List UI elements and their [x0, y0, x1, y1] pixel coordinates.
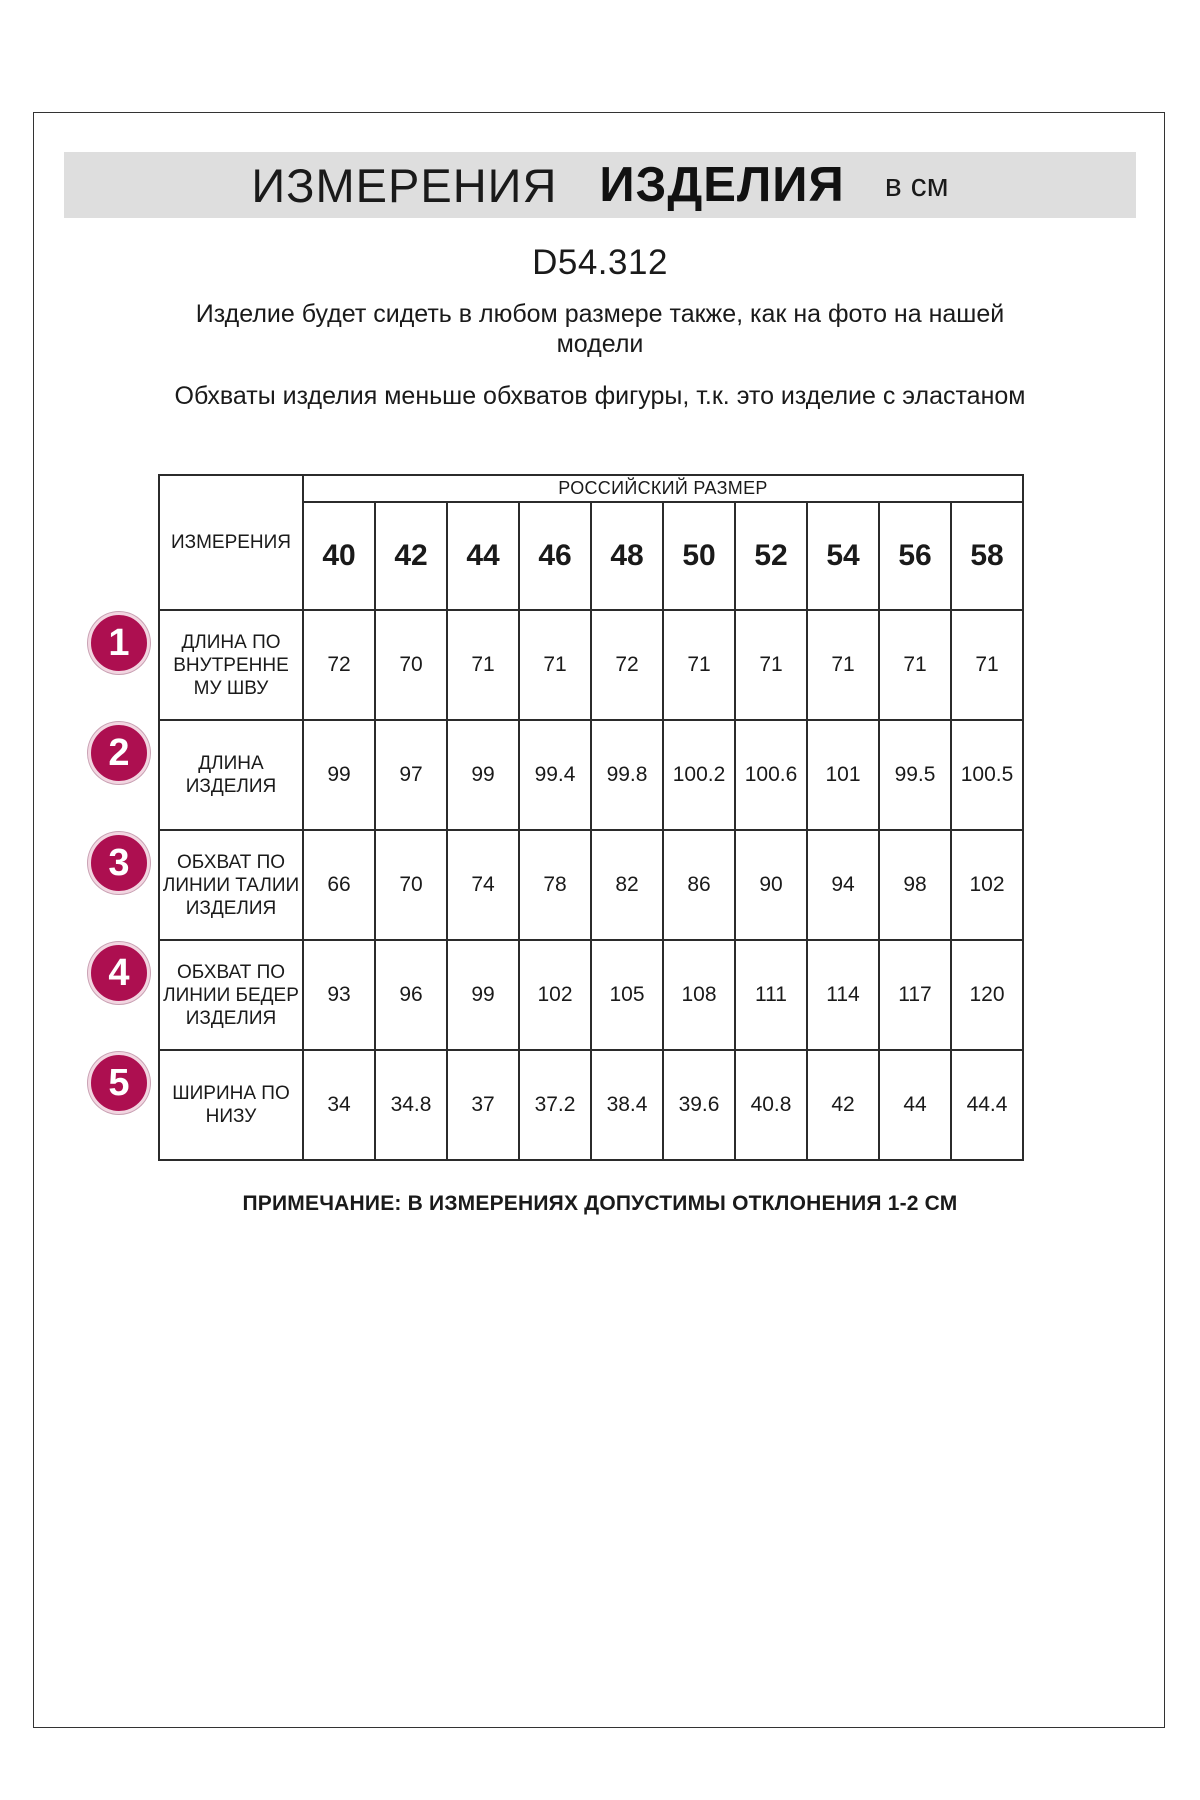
value-cell: 39.6	[663, 1050, 735, 1160]
title-product: ИЗДЕЛИЯ	[599, 158, 845, 212]
value-cell: 120	[951, 940, 1023, 1050]
table-row	[159, 830, 1023, 940]
value-cell: 82	[591, 830, 663, 940]
value-cell: 44	[879, 1050, 951, 1160]
value-cell: 108	[663, 940, 735, 1050]
girth-description: Обхваты изделия меньше обхватов фигуры, т.к. это изделие с эластаном	[174, 382, 1026, 410]
row-number-badge: 4	[88, 942, 150, 1004]
value-cell: 71	[735, 610, 807, 720]
fit-description: Изделие будет сидеть в любом размере также, как на фото на нашей модели	[195, 300, 1005, 358]
row-label: ДЛИНА ИЗДЕЛИЯ	[159, 720, 303, 830]
value-cell: 44.4	[951, 1050, 1023, 1160]
product-code: D54.312	[532, 243, 668, 282]
table-row	[159, 1050, 1023, 1160]
value-cell: 96	[375, 940, 447, 1050]
table-row	[159, 610, 1023, 720]
value-cell: 71	[447, 610, 519, 720]
row-label: ОБХВАТ ПО ЛИНИИ ТАЛИИ ИЗДЕЛИЯ	[159, 830, 303, 940]
table-row	[159, 940, 1023, 1050]
measurements-header: ИЗМЕРЕНИЯ	[159, 475, 303, 610]
value-cell: 99.4	[519, 720, 591, 830]
size-header-cell: 42	[375, 502, 447, 610]
table-row	[159, 720, 1023, 830]
row-label: ДЛИНА ПО ВНУТРЕННЕ МУ ШВУ	[159, 610, 303, 720]
size-table	[158, 474, 1024, 1161]
value-cell: 71	[519, 610, 591, 720]
value-cell: 40.8	[735, 1050, 807, 1160]
size-header-cell: 48	[591, 502, 663, 610]
value-cell: 37.2	[519, 1050, 591, 1160]
value-cell: 42	[807, 1050, 879, 1160]
size-header-cell: 50	[663, 502, 735, 610]
value-cell: 71	[879, 610, 951, 720]
size-header-cell: 54	[807, 502, 879, 610]
value-cell: 99.8	[591, 720, 663, 830]
row-number-badge: 5	[88, 1052, 150, 1114]
size-group-header: РОССИЙСКИЙ РАЗМЕР	[303, 475, 1023, 502]
value-cell: 117	[879, 940, 951, 1050]
value-cell: 99	[447, 720, 519, 830]
tolerance-note: ПРИМЕЧАНИЕ: В ИЗМЕРЕНИЯХ ДОПУСТИМЫ ОТКЛОНЕНИЯ 1-2 СМ	[242, 1192, 958, 1215]
size-header-cell: 56	[879, 502, 951, 610]
value-cell: 86	[663, 830, 735, 940]
value-cell: 71	[807, 610, 879, 720]
value-cell: 97	[375, 720, 447, 830]
size-header-cell: 40	[303, 502, 375, 610]
value-cell: 90	[735, 830, 807, 940]
value-cell: 98	[879, 830, 951, 940]
value-cell: 78	[519, 830, 591, 940]
size-header-cell: 58	[951, 502, 1023, 610]
row-label: ОБХВАТ ПО ЛИНИИ БЕДЕР ИЗДЕЛИЯ	[159, 940, 303, 1050]
value-cell: 34	[303, 1050, 375, 1160]
value-cell: 74	[447, 830, 519, 940]
value-cell: 71	[951, 610, 1023, 720]
value-cell: 72	[591, 610, 663, 720]
title-bar	[64, 152, 1136, 218]
size-header-cell: 46	[519, 502, 591, 610]
value-cell: 38.4	[591, 1050, 663, 1160]
value-cell: 70	[375, 830, 447, 940]
value-cell: 34.8	[375, 1050, 447, 1160]
row-number-badge: 2	[88, 722, 150, 784]
value-cell: 99.5	[879, 720, 951, 830]
value-cell: 99	[447, 940, 519, 1050]
value-cell: 93	[303, 940, 375, 1050]
row-label: ШИРИНА ПО НИЗУ	[159, 1050, 303, 1160]
title-measurements: ИЗМЕРЕНИЯ	[251, 158, 558, 212]
row-number-badge: 3	[88, 832, 150, 894]
value-cell: 100.6	[735, 720, 807, 830]
value-cell: 100.5	[951, 720, 1023, 830]
title-unit: в см	[884, 166, 949, 203]
row-number-badge: 1	[88, 612, 150, 674]
value-cell: 99	[303, 720, 375, 830]
value-cell: 72	[303, 610, 375, 720]
size-header-cell: 52	[735, 502, 807, 610]
value-cell: 111	[735, 940, 807, 1050]
value-cell: 70	[375, 610, 447, 720]
value-cell: 101	[807, 720, 879, 830]
value-cell: 66	[303, 830, 375, 940]
value-cell: 71	[663, 610, 735, 720]
value-cell: 37	[447, 1050, 519, 1160]
value-cell: 102	[951, 830, 1023, 940]
value-cell: 102	[519, 940, 591, 1050]
value-cell: 105	[591, 940, 663, 1050]
size-header-cell: 44	[447, 502, 519, 610]
value-cell: 100.2	[663, 720, 735, 830]
value-cell: 94	[807, 830, 879, 940]
value-cell: 114	[807, 940, 879, 1050]
